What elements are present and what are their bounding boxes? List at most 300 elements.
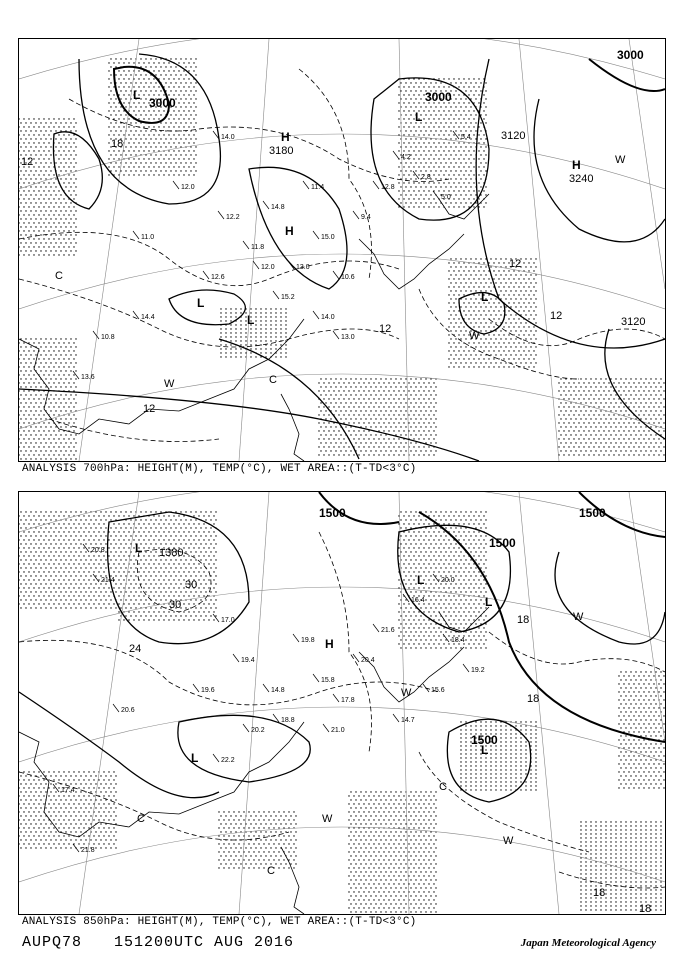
wet-area-dot [458, 206, 459, 207]
wet-area-dot [433, 454, 434, 455]
wet-area-dot [378, 414, 379, 415]
wet-area-dot [435, 575, 436, 576]
wet-area-dot [20, 426, 21, 427]
wet-area-dot [488, 342, 489, 343]
wet-area-dot [48, 150, 49, 151]
wet-area-dot [113, 563, 114, 564]
wet-area-dot [23, 390, 24, 391]
wet-area-dot [363, 422, 364, 423]
wet-area-dot [188, 142, 189, 143]
wet-area-dot [465, 314, 466, 315]
wet-area-dot [33, 198, 34, 199]
wet-area-dot [148, 579, 149, 580]
wet-area-dot [33, 390, 34, 391]
wet-area-dot [318, 390, 319, 391]
wet-area-dot [383, 422, 384, 423]
wet-area-dot [75, 511, 76, 512]
wet-area-dot [595, 450, 596, 451]
wet-area-dot [178, 539, 179, 540]
wet-area-dot [458, 547, 459, 548]
wet-area-dot [153, 579, 154, 580]
wet-area-dot [70, 242, 71, 243]
wet-area-dot [600, 426, 601, 427]
wet-area-dot [28, 198, 29, 199]
wet-area-dot [410, 434, 411, 435]
wet-area-dot [495, 362, 496, 363]
temp-label: 12 [21, 156, 34, 168]
wet-area-dot [323, 390, 324, 391]
wet-area-dot [418, 438, 419, 439]
wet-area-dot [70, 458, 71, 459]
wet-area-dot [30, 567, 31, 568]
wet-area-dot [33, 190, 34, 191]
wet-area-dot [420, 90, 421, 91]
wet-area-dot [448, 547, 449, 548]
wet-area-dot [33, 150, 34, 151]
wet-area-dot [398, 150, 399, 151]
wet-area-dot [48, 198, 49, 199]
wet-area-dot [58, 547, 59, 548]
wet-area-dot [58, 222, 59, 223]
wet-area-dot [408, 94, 409, 95]
wet-area-dot [458, 262, 459, 263]
wet-area-dot [63, 515, 64, 516]
wet-area-dot [508, 302, 509, 303]
wet-area-dot [170, 154, 171, 155]
wet-area-dot [133, 571, 134, 572]
wet-area-dot [68, 603, 69, 604]
wet-area-dot [23, 603, 24, 604]
wet-area-dot [410, 551, 411, 552]
wet-area-dot [505, 306, 506, 307]
wet-area-dot [348, 446, 349, 447]
wet-area-dot [500, 346, 501, 347]
wet-area-dot [475, 346, 476, 347]
wet-area-dot [493, 302, 494, 303]
wet-area-dot [60, 410, 61, 411]
wet-area-dot [123, 94, 124, 95]
wet-area-dot [40, 599, 41, 600]
wet-area-dot [225, 352, 226, 353]
wet-area-dot [378, 406, 379, 407]
wet-area-dot [230, 332, 231, 333]
wet-area-dot [633, 430, 634, 431]
wet-area-dot [25, 346, 26, 347]
wet-area-dot [35, 234, 36, 235]
wet-area-dot [250, 352, 251, 353]
wet-area-dot [63, 579, 64, 580]
wet-area-dot [443, 555, 444, 556]
wet-area-dot [165, 535, 166, 536]
wet-area-dot [158, 110, 159, 111]
wet-area-dot [465, 511, 466, 512]
wet-area-dot [35, 567, 36, 568]
wet-area-dot [463, 326, 464, 327]
wet-area-dot [28, 571, 29, 572]
wet-area-dot [465, 122, 466, 123]
wet-area-dot [455, 535, 456, 536]
wet-area-dot [378, 382, 379, 383]
wet-area-dot [450, 122, 451, 123]
wet-area-dot [85, 511, 86, 512]
wet-area-dot [430, 567, 431, 568]
wet-area-dot [148, 563, 149, 564]
wet-area-dot [70, 194, 71, 195]
wet-area-dot [615, 450, 616, 451]
wet-area-dot [43, 446, 44, 447]
wet-area-dot [593, 430, 594, 431]
wet-area-dot [423, 198, 424, 199]
wet-area-dot [468, 318, 469, 319]
wet-area-dot [23, 454, 24, 455]
wet-area-dot [478, 174, 479, 175]
wet-area-dot [425, 154, 426, 155]
wet-area-dot [385, 426, 386, 427]
wet-area-dot [630, 426, 631, 427]
wet-area-dot [103, 523, 104, 524]
wet-area-dot [170, 122, 171, 123]
wet-area-dot [628, 454, 629, 455]
wet-area-dot [478, 563, 479, 564]
wet-area-dot [418, 182, 419, 183]
wet-area-dot [478, 515, 479, 516]
wet-area-dot [460, 186, 461, 187]
wet-area-dot [365, 394, 366, 395]
wet-area-dot [115, 98, 116, 99]
wet-area-dot [23, 595, 24, 596]
wet-area-dot [403, 422, 404, 423]
wet-area-dot [425, 202, 426, 203]
wet-area-dot [150, 154, 151, 155]
wet-area-dot [483, 102, 484, 103]
wet-area-dot [90, 543, 91, 544]
wet-area-dot [275, 332, 276, 333]
wet-area-dot [180, 519, 181, 520]
wet-area-dot [168, 158, 169, 159]
wet-area-dot [20, 402, 21, 403]
wet-area-dot [473, 166, 474, 167]
wet-area-dot [123, 563, 124, 564]
wet-area-dot [78, 531, 79, 532]
wet-area-dot [425, 378, 426, 379]
wet-area-dot [125, 591, 126, 592]
wet-area-dot [270, 308, 271, 309]
wet-area-dot [135, 519, 136, 520]
wet-area-dot [185, 607, 186, 608]
wet-area-dot [123, 102, 124, 103]
wet-area-dot [150, 138, 151, 139]
wet-area-dot [455, 82, 456, 83]
wet-area-dot [165, 130, 166, 131]
wet-area-dot [420, 402, 421, 403]
wet-area-dot [125, 559, 126, 560]
wet-area-dot [60, 559, 61, 560]
wet-area-dot [503, 286, 504, 287]
wet-area-dot [80, 511, 81, 512]
wet-area-dot [60, 607, 61, 608]
wet-area-dot [25, 543, 26, 544]
wet-area-dot [408, 182, 409, 183]
wet-area-dot [605, 394, 606, 395]
wet-area-dot [450, 511, 451, 512]
wet-area-dot [635, 402, 636, 403]
wet-area-dot [43, 238, 44, 239]
low-center: L [481, 290, 489, 304]
wet-area-dot [30, 442, 31, 443]
wet-area-dot [50, 426, 51, 427]
wet-area-dot [495, 314, 496, 315]
wet-area-dot [558, 430, 559, 431]
wet-area-dot [480, 362, 481, 363]
wet-area-dot [50, 162, 51, 163]
wet-area-dot [178, 134, 179, 135]
wet-area-dot [220, 352, 221, 353]
wet-area-dot [25, 434, 26, 435]
wet-area-dot [480, 559, 481, 560]
wet-area-dot [75, 442, 76, 443]
wet-area-dot [23, 438, 24, 439]
wet-area-dot [528, 262, 529, 263]
wet-area-dot [580, 442, 581, 443]
wet-area-dot [470, 306, 471, 307]
wet-area-dot [93, 579, 94, 580]
wet-area-dot [453, 358, 454, 359]
wet-area-dot [528, 326, 529, 327]
station-value: 15.2 [281, 294, 295, 301]
wet-area-dot [83, 579, 84, 580]
wet-area-dot [65, 338, 66, 339]
wet-area-dot [425, 559, 426, 560]
wet-area-dot [180, 567, 181, 568]
wet-area-dot [35, 242, 36, 243]
wet-area-dot [23, 254, 24, 255]
wet-area-dot [168, 134, 169, 135]
wet-area-dot [230, 336, 231, 337]
wet-area-dot [460, 162, 461, 163]
wet-area-dot [83, 515, 84, 516]
wet-area-dot [158, 619, 159, 620]
wet-area-dot [428, 555, 429, 556]
wet-area-dot [588, 382, 589, 383]
wet-area-dot [108, 150, 109, 151]
wet-area-dot [343, 382, 344, 383]
wet-area-dot [458, 531, 459, 532]
wet-area-dot [200, 527, 201, 528]
wet-area-dot [213, 563, 214, 564]
wet-area-dot [183, 110, 184, 111]
wet-area-dot [50, 146, 51, 147]
wet-area-dot [193, 595, 194, 596]
wet-area-dot [413, 523, 414, 524]
wet-area-dot [55, 250, 56, 251]
wet-area-dot [485, 106, 486, 107]
wet-area-dot [460, 527, 461, 528]
wet-area-dot [230, 320, 231, 321]
wet-area-dot [185, 58, 186, 59]
wet-area-dot [590, 378, 591, 379]
wet-area-dot [400, 519, 401, 520]
wet-area-dot [350, 394, 351, 395]
wet-area-dot [615, 418, 616, 419]
wet-area-dot [500, 306, 501, 307]
wet-area-dot [403, 142, 404, 143]
wet-area-dot [105, 607, 106, 608]
wet-area-dot [58, 579, 59, 580]
wet-area-dot [28, 182, 29, 183]
wet-area-dot [565, 434, 566, 435]
wet-area-dot [448, 206, 449, 207]
wet-area-dot [90, 591, 91, 592]
wet-area-dot [118, 579, 119, 580]
wet-area-dot [360, 434, 361, 435]
wet-area-dot [493, 350, 494, 351]
wet-area-dot [638, 390, 639, 391]
wet-area-dot [38, 142, 39, 143]
wet-area-dot [473, 126, 474, 127]
wet-area-dot [50, 346, 51, 347]
wet-area-dot [140, 106, 141, 107]
wet-area-dot [23, 515, 24, 516]
wet-area-dot [170, 66, 171, 67]
wet-area-dot [220, 344, 221, 345]
wet-area-dot [30, 551, 31, 552]
wet-area-dot [455, 362, 456, 363]
wet-area-dot [478, 342, 479, 343]
wet-area-dot [603, 398, 604, 399]
wet-area-dot [383, 390, 384, 391]
wet-area-dot [488, 286, 489, 287]
wet-area-dot [55, 418, 56, 419]
wet-area-dot [183, 86, 184, 87]
wet-area-dot [393, 454, 394, 455]
wet-area-dot [118, 86, 119, 87]
wet-area-dot [580, 378, 581, 379]
wet-area-dot [195, 615, 196, 616]
wet-area-dot [645, 418, 646, 419]
wet-area-dot [128, 150, 129, 151]
wet-area-dot [568, 406, 569, 407]
wet-area-dot [140, 527, 141, 528]
wet-area-dot [463, 118, 464, 119]
wet-area-dot [168, 531, 169, 532]
wind-barb [303, 181, 309, 189]
wet-area-dot [420, 146, 421, 147]
wet-area-dot [473, 366, 474, 367]
wet-area-dot [573, 414, 574, 415]
wet-area-dot [70, 591, 71, 592]
wet-area-dot [405, 138, 406, 139]
wet-area-dot [498, 366, 499, 367]
wet-area-dot [143, 166, 144, 167]
wet-area-dot [393, 422, 394, 423]
wet-area-dot [433, 166, 434, 167]
wet-area-dot [115, 543, 116, 544]
wet-area-dot [533, 350, 534, 351]
wet-area-dot [43, 182, 44, 183]
wet-area-dot [133, 515, 134, 516]
wet-area-dot [45, 354, 46, 355]
wet-area-dot [20, 527, 21, 528]
wet-area-dot [20, 567, 21, 568]
wet-area-dot [400, 402, 401, 403]
wet-area-dot [443, 182, 444, 183]
wet-area-dot [28, 358, 29, 359]
wet-area-dot [655, 386, 656, 387]
wet-area-dot [78, 563, 79, 564]
wet-area-dot [25, 575, 26, 576]
wet-area-dot [143, 571, 144, 572]
wet-area-dot [508, 294, 509, 295]
wet-area-dot [120, 551, 121, 552]
wet-area-dot [275, 324, 276, 325]
wet-area-dot [505, 346, 506, 347]
wet-area-dot [633, 390, 634, 391]
wet-area-dot [343, 414, 344, 415]
wet-area-dot [428, 515, 429, 516]
wet-area-dot [155, 130, 156, 131]
wet-area-dot [403, 198, 404, 199]
wet-area-dot [360, 418, 361, 419]
wet-area-dot [363, 446, 364, 447]
wet-area-dot [420, 410, 421, 411]
wet-area-dot [433, 206, 434, 207]
wet-area-dot [623, 398, 624, 399]
wet-area-dot [450, 202, 451, 203]
wet-area-dot [585, 426, 586, 427]
wet-area-dot [450, 154, 451, 155]
wet-area-dot [328, 406, 329, 407]
wet-area-dot [165, 74, 166, 75]
wet-area-dot [19, 446, 20, 447]
wet-area-dot [455, 154, 456, 155]
wet-area-dot [173, 539, 174, 540]
wet-area-dot [70, 138, 71, 139]
wet-area-dot [325, 394, 326, 395]
wet-area-dot [73, 382, 74, 383]
wet-area-dot [435, 162, 436, 163]
wet-area-dot [19, 142, 20, 143]
wet-area-dot [110, 567, 111, 568]
wet-area-dot [413, 166, 414, 167]
wet-area-dot [250, 308, 251, 309]
wet-area-dot [208, 563, 209, 564]
warm-center: W [469, 330, 480, 342]
wet-area-dot [63, 438, 64, 439]
wet-area-dot [170, 82, 171, 83]
wet-area-dot [68, 422, 69, 423]
wet-area-dot [475, 114, 476, 115]
wet-area-dot [120, 82, 121, 83]
wet-area-dot [203, 563, 204, 564]
wet-area-dot [645, 402, 646, 403]
wet-area-dot [473, 110, 474, 111]
wet-area-dot [65, 378, 66, 379]
wet-area-dot [333, 446, 334, 447]
wet-area-dot [418, 515, 419, 516]
wet-area-dot [485, 511, 486, 512]
wet-area-dot [323, 414, 324, 415]
wet-area-dot [630, 434, 631, 435]
wet-area-dot [580, 434, 581, 435]
wet-area-dot [48, 398, 49, 399]
wet-area-dot [178, 571, 179, 572]
wet-area-dot [433, 430, 434, 431]
wet-area-dot [73, 454, 74, 455]
wet-area-dot [33, 454, 34, 455]
wet-area-dot [75, 527, 76, 528]
wet-area-dot [45, 543, 46, 544]
wet-area-dot [658, 382, 659, 383]
